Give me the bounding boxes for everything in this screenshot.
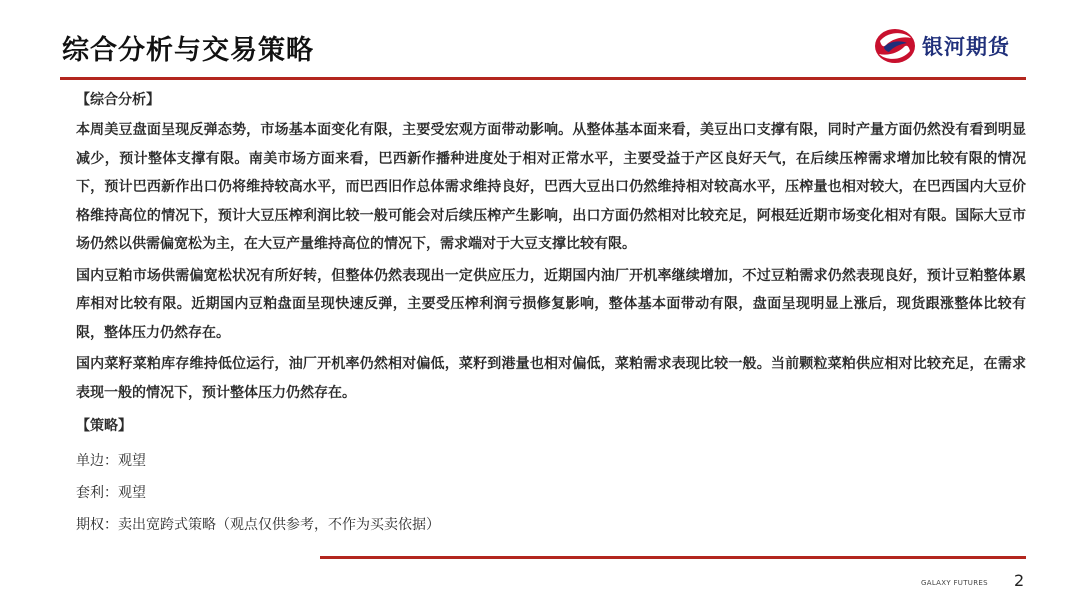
brand-name: 银河期货: [922, 35, 1010, 59]
brand-logo-block: [874, 26, 1010, 66]
footer-company-name: GALAXY FUTURES: [921, 579, 988, 587]
analysis-paragraph-soybean: 本周美豆盘面呈现反弹态势，市场基本面变化有限，主要受宏观方面带动影响。从整体基本面来看，美豆出口支撑有限，同时产量方面仍然没有看到明显减少，预计整体支撑有限。南美市场方面来看，巴西新作播种进度处于相对正常水平，主要受益于产区良好天气，在后续压榨需求增加比较有限的情况下，预计巴西新作出口仍将维持较高水平，而巴西旧作总体需求维持良好，巴西大豆出口仍然维持相对较高水平，压榨量也相对较大，在巴西国内大豆价格维持高位的情况下，预计大豆压榨利润比较一般可能会对后续压榨产生影响，出口方面仍然相对比较充足，阿根廷近期市场变化相对有限。国际大豆市场仍然以供需偏宽松为主，在大豆产量维持高位的情况下，需求端对于大豆支撑比较有限。: [76, 122, 1026, 252]
strategy-item-options: 期权：卖出宽跨式策略（观点仅供参考，不作为买卖依据）: [76, 517, 440, 533]
galaxy-logo-icon: [874, 27, 916, 65]
page-number: 2: [1014, 571, 1025, 590]
analysis-heading: 【综合分析】: [76, 92, 160, 108]
header-divider: [60, 77, 1026, 80]
analysis-paragraph-soymeal: 国内豆粕市场供需偏宽松状况有所好转，但整体仍然表现出一定供应压力，近期国内油厂开机率继续增加，不过豆粕需求仍然表现良好，预计豆粕整体累库相对比较有限。近期国内豆粕盘面呈现快速反弹，主要受压榨利润亏损修复影响，整体基本面带动有限，盘面呈现明显上涨后，现货跟涨整体比较有限，整体压力仍然存在。: [76, 267, 1026, 341]
slide-title: 综合分析与交易策略: [62, 35, 314, 66]
content-area: [76, 88, 1026, 541]
footer-divider: [320, 556, 1026, 559]
strategy-item-arbitrage: 套利：观望: [76, 485, 146, 501]
analysis-paragraph-rapeseed: 国内菜籽菜粕库存维持低位运行，油厂开机率仍然相对偏低，菜籽到港量也相对偏低，菜粕需求表现比较一般。当前颗粒菜粕供应相对比较充足，在需求表现一般的情况下，预计整体压力仍然存在。: [76, 356, 1026, 401]
strategy-item-outright: 单边：观望: [76, 453, 146, 469]
strategy-heading: 【策略】: [76, 418, 132, 434]
